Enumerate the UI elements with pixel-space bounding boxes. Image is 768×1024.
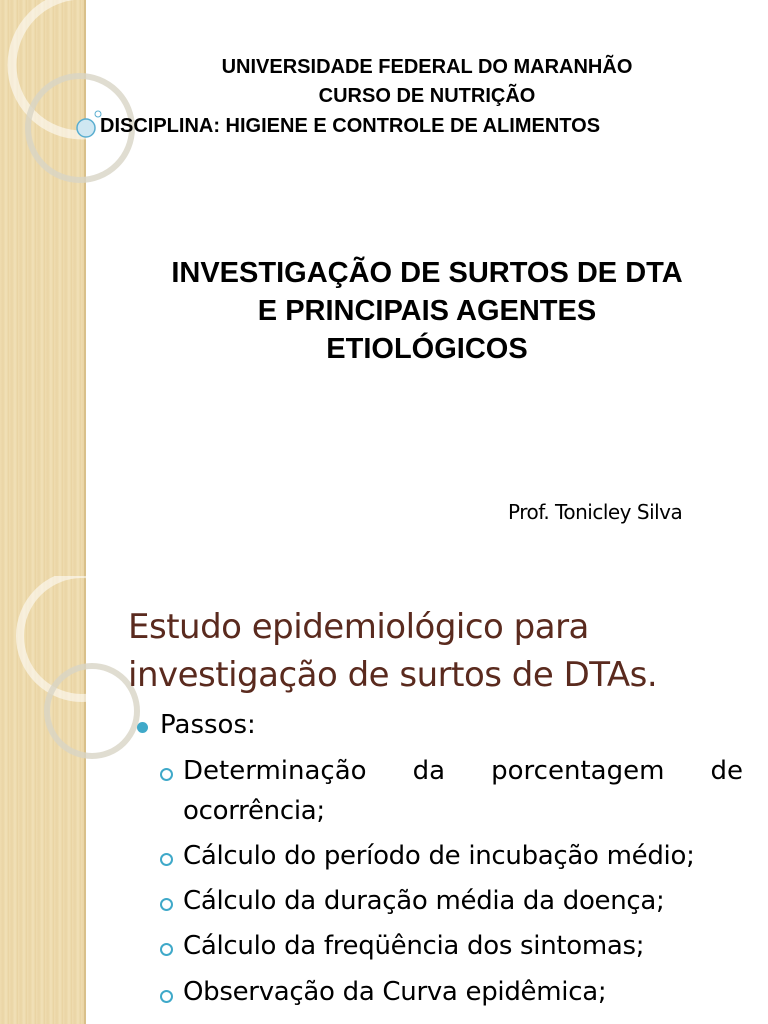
step-2: Cálculo do período de incubação médio; (183, 841, 695, 871)
sub-bullet-icon (160, 943, 173, 956)
slide-title-line3: ETIOLÓGICOS (326, 333, 528, 365)
step-1-line2: ocorrência; (183, 796, 325, 826)
university-name: UNIVERSIDADE FEDERAL DO MARANHÃO (221, 56, 633, 78)
slide-title-line1: INVESTIGAÇÃO DE SURTOS DE DTA (171, 257, 683, 289)
sub-bullet-icon (160, 853, 173, 866)
slide-title-line2: E PRINCIPAIS AGENTES (257, 295, 597, 327)
step-1-word: Determinação (183, 756, 367, 786)
bullet-passos: Passos: (160, 710, 256, 740)
accent-dot-icon (77, 119, 95, 137)
step-3: Cálculo da duração média da doença; (183, 886, 665, 916)
step-1-word: de (710, 756, 743, 786)
course-name: CURSO DE NUTRIÇÃO (318, 85, 536, 107)
slide-heading-line2: investigação de surtos de DTAs. (128, 655, 658, 695)
bullet-icon (137, 722, 148, 733)
step-5: Observação da Curva epidêmica; (183, 977, 607, 1007)
sub-bullet-icon (160, 768, 173, 781)
discipline-name: DISCIPLINA: HIGIENE E CONTROLE DE ALIMENTOS (100, 115, 601, 137)
author-name: Prof. Tonicley Silva (508, 500, 683, 524)
slide-heading-line1: Estudo epidemiológico para (128, 607, 589, 647)
step-1-line1 (183, 756, 743, 786)
sub-bullet-icon (160, 990, 173, 1003)
step-4: Cálculo da freqüência dos sintomas; (183, 931, 645, 961)
step-1-word: porcentagem (491, 756, 665, 786)
sub-bullet-icon (160, 898, 173, 911)
step-1-word: da (412, 756, 446, 786)
